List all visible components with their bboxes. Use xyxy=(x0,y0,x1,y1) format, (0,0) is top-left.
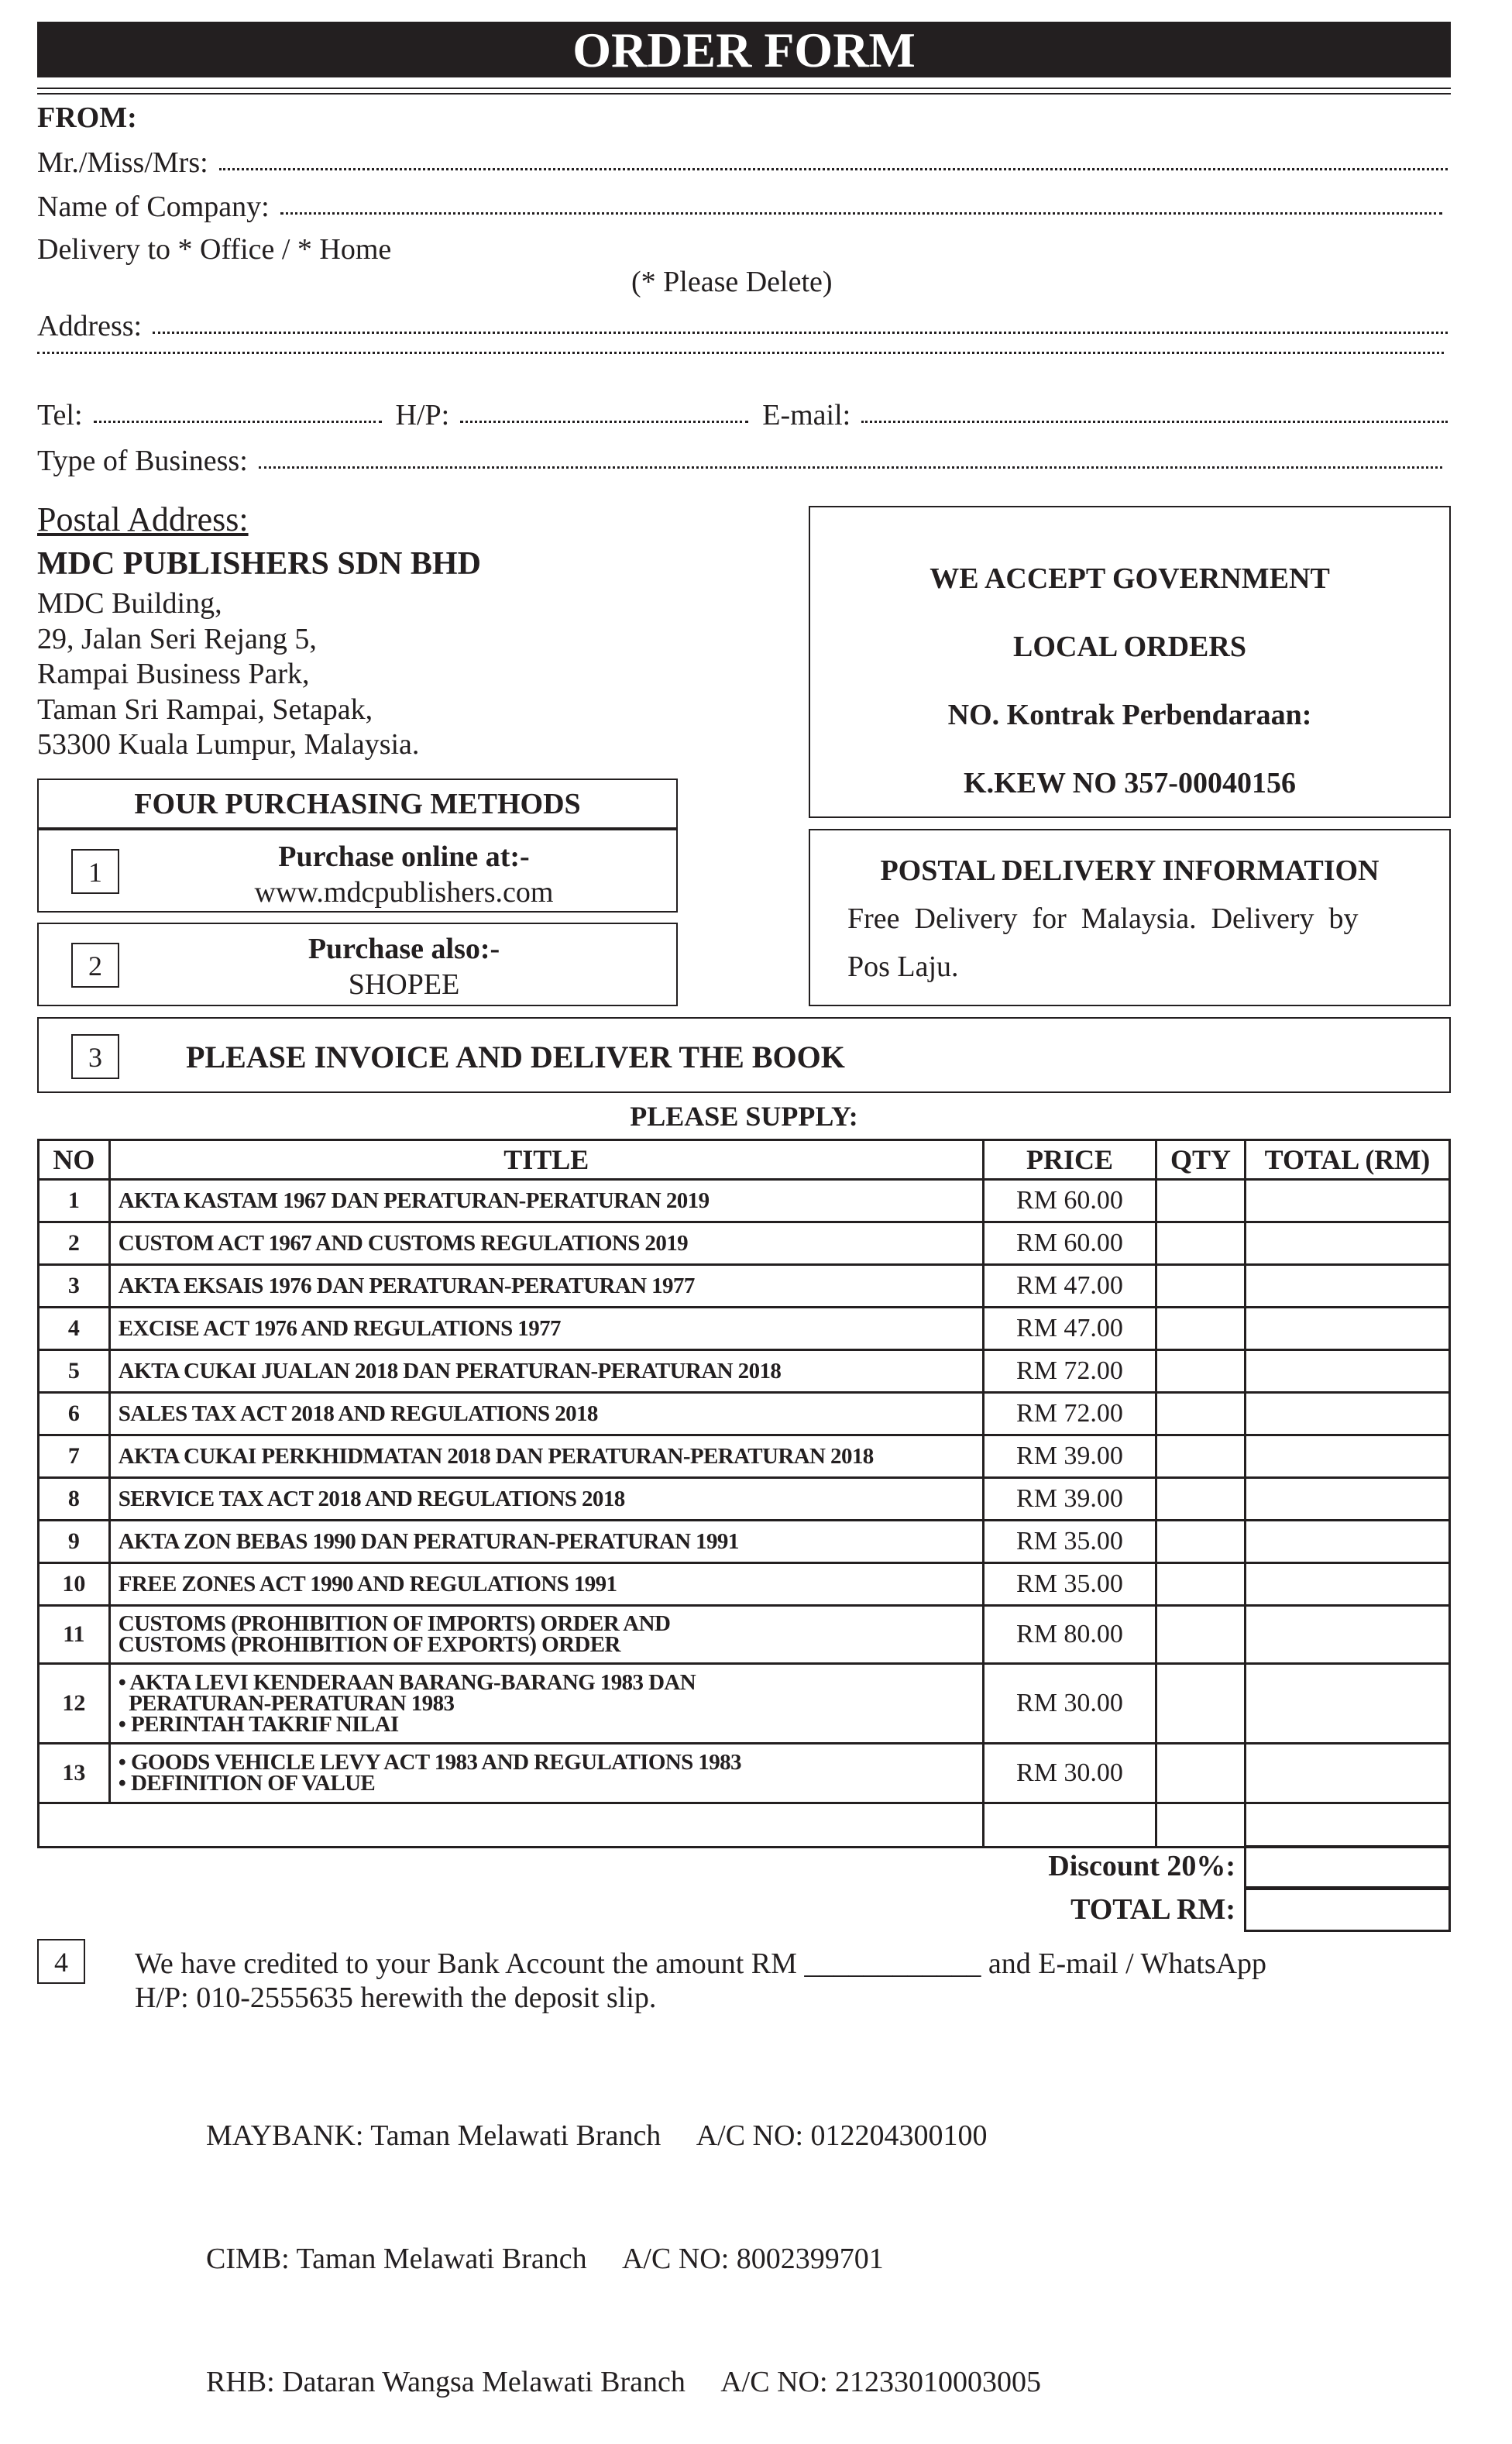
row-title xyxy=(109,1606,983,1664)
row-qty-input[interactable] xyxy=(1156,1308,1246,1350)
page-title: ORDER FORM xyxy=(37,22,1451,77)
method-number: 2 xyxy=(71,943,119,988)
row-title xyxy=(109,1563,983,1606)
table-header xyxy=(39,1140,1450,1180)
method-title: Purchase online at:- xyxy=(278,840,530,873)
row-price: RM 35.00 xyxy=(983,1563,1156,1606)
method-2-box xyxy=(37,923,678,1006)
row-title xyxy=(109,1222,983,1265)
row-qty-input[interactable] xyxy=(1156,1478,1246,1521)
title-line: CUSTOM ACT 1967 AND CUSTOMS REGULATIONS 2019 xyxy=(118,1230,689,1256)
bank-credit-text xyxy=(135,1947,1266,2015)
title-line: PERATURAN-PERATURAN 1983 xyxy=(118,1690,455,1716)
title-line: SERVICE TAX ACT 2018 AND REGULATIONS 2018 xyxy=(118,1486,625,1511)
row-no: 1 xyxy=(39,1180,110,1222)
method-number: 3 xyxy=(71,1034,119,1079)
row-qty-input[interactable] xyxy=(1156,1435,1246,1478)
address-dots xyxy=(153,332,1448,334)
address-line: Rampai Business Park, xyxy=(37,658,310,690)
name-dots xyxy=(219,168,1448,170)
email-dots[interactable] xyxy=(861,421,1448,423)
col-qty: QTY xyxy=(1156,1140,1246,1180)
row-total-input[interactable] xyxy=(1245,1393,1449,1435)
postal-company: MDC PUBLISHERS SDN BHD xyxy=(37,546,481,582)
row-price: RM 60.00 xyxy=(983,1222,1156,1265)
discount-field[interactable] xyxy=(1244,1845,1451,1889)
order-table xyxy=(37,1139,1451,1848)
address-field[interactable] xyxy=(37,309,1451,343)
row-total-input[interactable] xyxy=(1245,1744,1449,1803)
row-no: 9 xyxy=(39,1521,110,1563)
row-total-input[interactable] xyxy=(1245,1521,1449,1563)
empty-cell[interactable] xyxy=(983,1803,1156,1848)
row-total-input[interactable] xyxy=(1245,1222,1449,1265)
delivery-heading: POSTAL DELIVERY INFORMATION xyxy=(880,854,1380,887)
row-qty-input[interactable] xyxy=(1156,1563,1246,1606)
credit-line: H/P: 010-2555635 herewith the deposit slip. xyxy=(135,1982,657,2014)
row-qty-input[interactable] xyxy=(1156,1265,1246,1308)
delivery-option[interactable] xyxy=(37,232,1451,266)
row-no: 6 xyxy=(39,1393,110,1435)
col-no: NO xyxy=(39,1140,110,1180)
col-title: TITLE xyxy=(109,1140,983,1180)
col-total: TOTAL (RM) xyxy=(1245,1140,1449,1180)
government-orders-box xyxy=(809,506,1451,818)
discount-label: Discount 20%: xyxy=(1048,1850,1235,1882)
website-link[interactable]: www.mdcpublishers.com xyxy=(254,876,554,909)
row-qty-input[interactable] xyxy=(1156,1606,1246,1664)
method-1-box xyxy=(37,829,678,913)
title-line: AKTA KASTAM 1967 DAN PERATURAN-PERATURAN 2019 xyxy=(118,1188,710,1213)
row-title xyxy=(109,1393,983,1435)
hp-label: H/P: xyxy=(395,399,450,431)
gov-line: LOCAL ORDERS xyxy=(1013,631,1246,663)
row-total-input[interactable] xyxy=(1245,1563,1449,1606)
empty-cell[interactable] xyxy=(1245,1803,1449,1848)
title-line: AKTA CUKAI JUALAN 2018 DAN PERATURAN-PERATURAN 2018 xyxy=(118,1358,782,1384)
row-qty-input[interactable] xyxy=(1156,1521,1246,1563)
hp-dots[interactable] xyxy=(460,421,748,423)
table-row xyxy=(39,1478,1450,1521)
business-field[interactable] xyxy=(37,444,1445,478)
please-delete-note: (* Please Delete) xyxy=(631,266,833,298)
bank-rhb: RHB: Dataran Wangsa Melawati Branch A/C NO: 21233010003005 xyxy=(206,2366,1042,2398)
table-row xyxy=(39,1664,1450,1744)
title-line: AKTA ZON BEBAS 1990 DAN PERATURAN-PERATURAN 1991 xyxy=(118,1528,739,1554)
company-label: Name of Company: xyxy=(37,191,270,223)
bank-cimb: CIMB: Taman Melawati Branch A/C NO: 8002399701 xyxy=(206,2243,884,2275)
row-qty-input[interactable] xyxy=(1156,1393,1246,1435)
title-line: • GOODS VEHICLE LEVY ACT 1983 AND REGULATIONS 1983 xyxy=(118,1750,741,1775)
tel-label: Tel: xyxy=(37,399,83,431)
gov-line: WE ACCEPT GOVERNMENT xyxy=(930,562,1330,595)
row-title xyxy=(109,1435,983,1478)
table-row xyxy=(39,1435,1450,1478)
row-title xyxy=(109,1350,983,1393)
table-row xyxy=(39,1308,1450,1350)
name-field[interactable] xyxy=(37,146,1451,180)
business-dots xyxy=(259,466,1442,469)
empty-cell[interactable] xyxy=(1156,1803,1246,1848)
table-row xyxy=(39,1265,1450,1308)
title-divider xyxy=(37,88,1451,95)
company-dots xyxy=(280,212,1442,215)
table-row xyxy=(39,1222,1450,1265)
row-price: RM 30.00 xyxy=(983,1744,1156,1803)
gov-line: K.KEW NO 357-00040156 xyxy=(964,767,1296,799)
table-row xyxy=(39,1350,1450,1393)
row-total-input[interactable] xyxy=(1245,1265,1449,1308)
row-total-input[interactable] xyxy=(1245,1606,1449,1664)
row-qty-input[interactable] xyxy=(1156,1744,1246,1803)
row-total-input[interactable] xyxy=(1245,1308,1449,1350)
row-price: RM 47.00 xyxy=(983,1308,1156,1350)
bank-maybank: MAYBANK: Taman Melawati Branch A/C NO: 012204300100 xyxy=(206,2119,988,2152)
table-row xyxy=(39,1521,1450,1563)
gov-line: NO. Kontrak Perbendaraan: xyxy=(947,699,1312,731)
business-label: Type of Business: xyxy=(37,445,248,477)
row-price: RM 60.00 xyxy=(983,1180,1156,1222)
title-line: CUSTOMS (PROHIBITION OF IMPORTS) ORDER AND xyxy=(118,1611,671,1636)
row-no: 3 xyxy=(39,1265,110,1308)
row-price: RM 39.00 xyxy=(983,1435,1156,1478)
title-line: SALES TAX ACT 2018 AND REGULATIONS 2018 xyxy=(118,1401,598,1426)
address-line: 29, Jalan Seri Rejang 5, xyxy=(37,622,317,655)
title-line: CUSTOMS (PROHIBITION OF EXPORTS) ORDER xyxy=(118,1632,620,1657)
row-no: 4 xyxy=(39,1308,110,1350)
from-label: FROM: xyxy=(37,101,137,134)
delivery-label: Delivery to * Office / * Home xyxy=(37,233,392,266)
postal-heading: Postal Address: xyxy=(37,500,249,538)
delivery-text: Pos Laju. xyxy=(847,950,959,983)
table-row xyxy=(39,1393,1450,1435)
title-line: • AKTA LEVI KENDERAAN BARANG-BARANG 1983 DAN xyxy=(118,1669,696,1695)
name-label: Mr./Miss/Mrs: xyxy=(37,146,208,179)
empty-row xyxy=(39,1803,1450,1848)
row-total-input[interactable] xyxy=(1245,1478,1449,1521)
method-3-box xyxy=(37,1017,1451,1093)
method-number: 1 xyxy=(71,849,119,894)
empty-cell[interactable] xyxy=(39,1803,984,1848)
row-price: RM 35.00 xyxy=(983,1521,1156,1563)
postal-delivery-box xyxy=(809,829,1451,1006)
col-price: PRICE xyxy=(983,1140,1156,1180)
row-title xyxy=(109,1180,983,1222)
email-label: E-mail: xyxy=(762,399,851,431)
method-4-number: 4 xyxy=(37,1939,85,1984)
row-no: 2 xyxy=(39,1222,110,1265)
row-price: RM 30.00 xyxy=(983,1664,1156,1744)
title-line: AKTA EKSAIS 1976 DAN PERATURAN-PERATURAN 1977 xyxy=(118,1273,695,1298)
row-title xyxy=(109,1478,983,1521)
contact-fields[interactable] xyxy=(37,398,1451,432)
table-row xyxy=(39,1180,1450,1222)
row-qty-input[interactable] xyxy=(1156,1222,1246,1265)
row-qty-input[interactable] xyxy=(1156,1180,1246,1222)
row-title xyxy=(109,1521,983,1563)
address-line: 53300 Kuala Lumpur, Malaysia. xyxy=(37,728,420,761)
delivery-text: Free Delivery for Malaysia. Delivery by xyxy=(847,902,1359,935)
row-no: 5 xyxy=(39,1350,110,1393)
address-line-2[interactable] xyxy=(37,353,1447,356)
row-qty-input[interactable] xyxy=(1156,1664,1246,1744)
address-label: Address: xyxy=(37,310,143,342)
please-supply-label: PLEASE SUPPLY: xyxy=(630,1101,858,1132)
address2-dots xyxy=(37,352,1444,354)
method-title: Purchase also:- xyxy=(308,933,500,965)
address-line: MDC Building, xyxy=(37,587,222,620)
row-price: RM 72.00 xyxy=(983,1393,1156,1435)
table-row xyxy=(39,1563,1450,1606)
method-text: SHOPEE xyxy=(348,968,460,1001)
row-title xyxy=(109,1265,983,1308)
company-field[interactable] xyxy=(37,190,1445,224)
row-no: 12 xyxy=(39,1664,110,1744)
row-total-input[interactable] xyxy=(1245,1350,1449,1393)
row-title xyxy=(109,1744,983,1803)
total-field[interactable] xyxy=(1244,1888,1451,1932)
tel-dots[interactable] xyxy=(94,421,382,423)
row-price: RM 72.00 xyxy=(983,1350,1156,1393)
title-line: AKTA CUKAI PERKHIDMATAN 2018 DAN PERATURAN-PERATURAN 2018 xyxy=(118,1443,874,1469)
method-text: PLEASE INVOICE AND DELIVER THE BOOK xyxy=(186,1040,845,1074)
title-line: • PERINTAH TAKRIF NILAI xyxy=(118,1711,399,1737)
row-price: RM 47.00 xyxy=(983,1265,1156,1308)
row-no: 11 xyxy=(39,1606,110,1664)
purchasing-methods-heading: FOUR PURCHASING METHODS xyxy=(37,779,678,829)
total-label: TOTAL RM: xyxy=(1070,1893,1235,1926)
row-no: 8 xyxy=(39,1478,110,1521)
row-title xyxy=(109,1308,983,1350)
title-line: • DEFINITION OF VALUE xyxy=(118,1771,376,1796)
title-line: EXCISE ACT 1976 AND REGULATIONS 1977 xyxy=(118,1315,561,1341)
table-row xyxy=(39,1744,1450,1803)
row-price: RM 39.00 xyxy=(983,1478,1156,1521)
credit-line: We have credited to your Bank Account the amount RM ____________ and E-mail / WhatsApp xyxy=(135,1947,1267,1980)
row-no: 10 xyxy=(39,1563,110,1606)
row-no: 7 xyxy=(39,1435,110,1478)
table-row xyxy=(39,1606,1450,1664)
row-total-input[interactable] xyxy=(1245,1180,1449,1222)
row-no: 13 xyxy=(39,1744,110,1803)
row-price: RM 80.00 xyxy=(983,1606,1156,1664)
row-title xyxy=(109,1664,983,1744)
row-qty-input[interactable] xyxy=(1156,1350,1246,1393)
address-line: Taman Sri Rampai, Setapak, xyxy=(37,693,373,726)
postal-address xyxy=(37,586,419,763)
bank-accounts xyxy=(206,2033,1041,2444)
title-line: FREE ZONES ACT 1990 AND REGULATIONS 1991 xyxy=(118,1571,617,1597)
row-total-input[interactable] xyxy=(1245,1664,1449,1744)
row-total-input[interactable] xyxy=(1245,1435,1449,1478)
